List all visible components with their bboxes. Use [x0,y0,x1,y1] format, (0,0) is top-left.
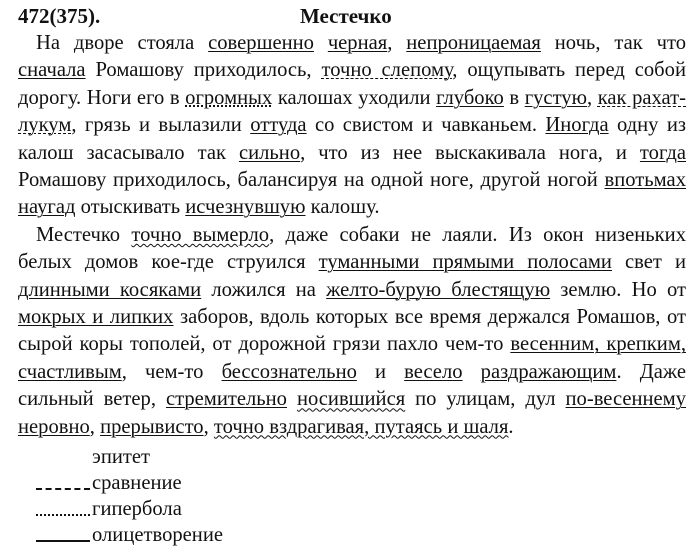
text-run: , [203,415,214,438]
text-run: , даже собаки не лаяли. Из окон низеньких белых домов кое-где струился [18,223,686,274]
legend-label: эпитет [92,446,151,468]
text-run: , [387,32,407,54]
legend-label: сравнение [92,472,182,494]
marked-phrase: сначала [18,59,86,82]
text-run: свет и [611,251,686,274]
marked-phrase: по-весеннему [565,388,687,411]
paragraph-2 [18,222,686,441]
text-run: . Даже сильный ветер, [18,360,686,411]
text-run: , грязь и вылазили [71,114,251,137]
text-run: со свистом и чавканьем. [306,114,546,137]
marked-phrase: мокрых и липких [18,306,174,329]
text-run: калошу. [305,196,380,219]
legend-item [18,444,318,470]
text-run: землю. Но от [550,278,687,301]
marked-phrase: туманными прямыми полосами [318,251,612,274]
legend-item [18,496,318,522]
marked-phrase: весенним, крепким, счастливым [18,333,686,383]
marked-phrase: впотьмах [604,169,686,192]
text-run: заборов, вдоль которых все время держался Ромашов, от сырой коры тополей, от дорожной грязи пахло чем-то [18,306,686,356]
text-run: по улицам, дул [405,388,566,411]
text-run: одну из калош засасывало так [18,114,687,164]
text-run: , чем-то [121,360,222,383]
marked-phrase: как рахат-лукум [18,86,687,137]
marked-phrase: весело [404,360,463,383]
marked-phrase: желто-бурую блестящую [326,278,551,301]
marked-phrase: огромных [185,86,273,109]
marked-phrase: раздражающим [480,360,617,383]
marked-phrase: сильно [238,141,301,164]
exercise-number: 472(375). [18,4,101,28]
marked-phrase: наугад [18,196,76,219]
text-run: и [356,360,405,383]
underline-sample [36,496,90,522]
text-run: калошах уходили [272,86,437,109]
marked-phrase: точно вымерло [131,223,270,246]
marked-phrase: точно вздрагивая, путаясь и шаля [213,415,509,438]
underline-legend [18,444,318,548]
text-run: , [586,86,598,109]
text-run: Ромашову приходилось, балансируя на одной ноге, другой ногой [18,169,605,192]
marked-phrase: прерывисто [100,415,204,438]
text-run: , ощупывать перед собой дорогу. Ноги его в [18,59,686,109]
legend-label: олицетворение [92,524,223,546]
text-run: ночь, так что [540,32,686,54]
marked-phrase: совершенно [208,32,314,54]
marked-phrase: тогда [639,141,686,164]
text-run: в [503,86,525,109]
text-run [287,388,297,410]
legend-item [18,470,318,496]
marked-phrase: глубоко [436,86,504,109]
text-run: Местечко [36,223,132,246]
marked-phrase: исчезнувшую [185,196,306,219]
text-run: . [508,415,514,438]
exercise-text [18,30,686,441]
marked-phrase: черная [327,32,388,54]
text-run: ложился на [201,278,327,301]
marked-phrase: носившийся [296,388,406,411]
text-run: отыскивать [75,196,186,219]
legend-label: гипербола [92,498,182,520]
text-run: , [89,415,101,438]
exercise-header [18,4,678,30]
exercise-title: Местечко [300,4,392,28]
underline-sample [36,470,90,496]
text-run [463,361,481,383]
text-run: Ромашову приходилось, [85,59,322,82]
marked-phrase: густую [524,86,587,109]
marked-phrase: бессознательно [221,360,357,383]
marked-phrase: неровно [18,415,90,438]
underline-sample [36,522,90,548]
marked-phrase: стремительно [165,388,287,411]
text-run: , что из нее выскакивала нога, и [300,141,640,164]
text-run: На дворе стояла [36,32,209,54]
marked-phrase: оттуда [250,114,307,137]
marked-phrase: непроницаемая [406,32,541,54]
paragraph-1 [18,30,686,222]
marked-phrase: длинными косяками [18,278,202,301]
legend-item [18,522,318,548]
text-run [314,32,328,54]
marked-phrase: точно слепому [321,59,453,82]
marked-phrase: Иногда [545,114,609,137]
